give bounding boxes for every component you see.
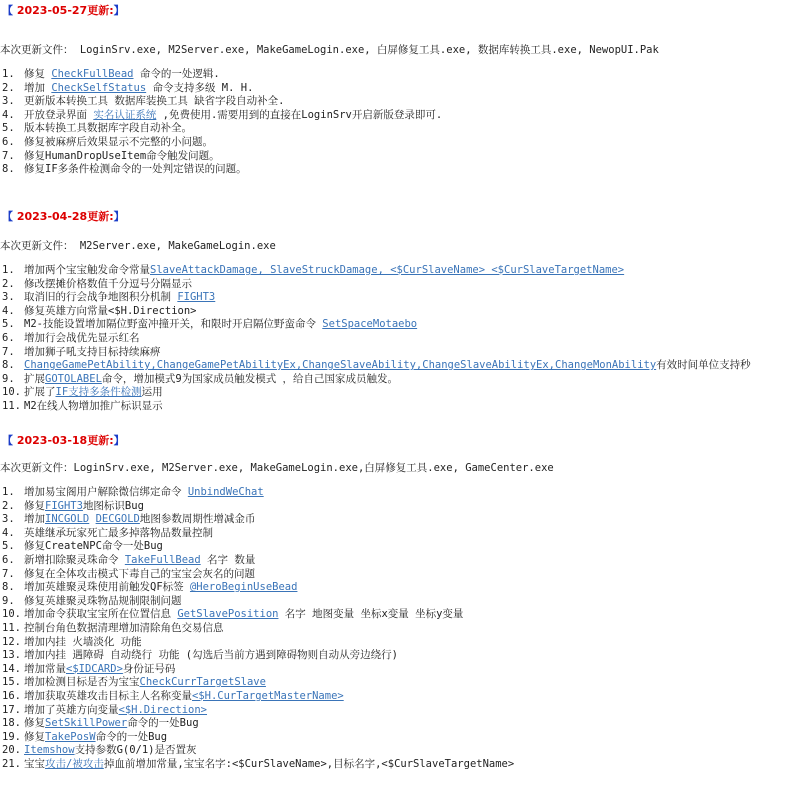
doc-link[interactable]: GetSlavePosition (177, 608, 279, 621)
item-number: 16. (2, 689, 21, 702)
item-number: 1. (2, 264, 15, 276)
doc-link[interactable]: FIGHT3 (45, 499, 83, 512)
item-text: 命令的一处逻辑. (133, 68, 220, 80)
item-number: 15. (2, 676, 21, 689)
item-text: 扩展 (24, 372, 45, 385)
list-item (0, 649, 514, 663)
item-text: 修复被麻痹后效果显示不完整的小问题。 (24, 135, 213, 148)
list-item (0, 704, 514, 718)
list-item (0, 318, 751, 332)
item-text: 名字 数量 (200, 553, 256, 566)
doc-link[interactable]: DECGOLD (95, 513, 140, 526)
item-text: 增加常量 (24, 662, 66, 675)
doc-link[interactable]: <$H.Direction> (118, 703, 208, 716)
item-text: 增加易宝阁用户解除微信绑定命令 (24, 486, 188, 498)
list-item (0, 527, 514, 541)
doc-link[interactable]: CheckFullBead (51, 68, 134, 80)
item-number: 6. (2, 553, 15, 566)
item-number: 19. (2, 730, 21, 743)
item-number: 13. (2, 649, 21, 662)
doc-link[interactable]: GOTOLABEL (45, 372, 102, 385)
list-item (0, 109, 442, 123)
item-number: 7. (2, 567, 15, 580)
section-header-2: 【 2023-04-28更新:】 (2, 210, 125, 223)
changelog-list-3 (0, 486, 514, 771)
item-text: 修复在全体攻击模式下毒自己的宝宝会灰名的问题 (24, 567, 255, 580)
item-text: 掉血前增加常量,宝宝名字:<$CurSlaveName>,目标名字,<$CurSlaveTargetName> (103, 757, 515, 770)
item-text: 名字 地图变量 坐标x变量 坐标y变量 (278, 608, 464, 621)
list-item (0, 150, 442, 164)
item-text: 增加 (24, 513, 45, 526)
item-text: 命令支持多级 M. H. (146, 81, 254, 94)
list-item (0, 163, 442, 177)
item-text: 增加两个宝宝触发命令常量 (24, 264, 150, 276)
item-text: 修复英雄方向常量<$H.Direction> (24, 304, 197, 317)
section-header-1: 【 2023-05-27更新:】 (2, 4, 125, 17)
item-number: 4. (2, 526, 15, 539)
list-item (0, 744, 514, 758)
item-number: 7. (2, 149, 15, 162)
section-header-3: 【 2023-03-18更新:】 (2, 434, 125, 447)
list-item (0, 581, 514, 595)
list-item (0, 636, 514, 650)
item-text: 增加了英雄方向变量 (24, 703, 119, 716)
doc-link[interactable]: SetSkillPower (45, 717, 128, 730)
list-item (0, 676, 514, 690)
item-number: 11. (2, 621, 21, 634)
list-item (0, 717, 514, 731)
item-text: 英雄继承玩家死亡最多掉落物品数量控制 (24, 526, 213, 539)
list-item (0, 68, 442, 82)
item-number: 2. (2, 277, 15, 290)
item-text: 地图参数周期性增减金币 (139, 513, 256, 526)
doc-link[interactable]: UnbindWeChat (187, 486, 264, 498)
list-item (0, 608, 514, 622)
doc-link[interactable]: FIGHT3 (177, 291, 216, 304)
list-item (0, 122, 442, 136)
doc-link[interactable]: TakeFullBead (124, 553, 201, 566)
doc-link[interactable]: 实名认证系统 (93, 108, 157, 121)
changelog-list-1 (0, 68, 442, 177)
list-item (0, 540, 514, 554)
list-item (0, 690, 514, 704)
item-number: 14. (2, 662, 21, 675)
list-item (0, 386, 751, 400)
doc-link[interactable]: 攻击/被攻击 (45, 757, 104, 770)
item-text: 版本转换工具数据库字段自动补全。 (24, 122, 192, 135)
doc-link[interactable]: TakePosW (45, 730, 96, 743)
doc-link[interactable]: IF支持多条件检测 (55, 386, 142, 399)
doc-link[interactable]: SlaveAttackDamage, SlaveStruckDamage, <$CurSlaveName> <$CurSlaveTargetName> (150, 264, 625, 276)
item-text: 新增扣除聚灵珠命令 (24, 553, 125, 566)
item-number: 5. (2, 122, 15, 135)
item-number: 11. (2, 399, 21, 412)
doc-link[interactable]: CheckSelfStatus (51, 81, 147, 94)
list-item (0, 291, 751, 305)
item-number: 8. (2, 359, 15, 372)
item-number: 3. (2, 291, 15, 304)
item-text: 增加 (24, 81, 52, 94)
item-text: 增加内挂 遇障碍 自动绕行 功能 (勾选后当前方遇到障碍物则自动从旁边绕行) (24, 649, 398, 662)
list-item (0, 373, 751, 387)
item-text: M2在线人物增加推广标识显示 (24, 399, 163, 412)
item-number: 4. (2, 304, 15, 317)
item-text: 修复 (24, 499, 45, 512)
list-item (0, 278, 751, 292)
item-text: 修改摆摊价格数值千分逗号分隔显示 (24, 277, 192, 290)
item-text: 有效时间单位支持秒 (656, 359, 751, 372)
item-number: 4. (2, 108, 15, 121)
item-text: 支持参数G(0/1)是否置灰 (74, 744, 197, 757)
item-number: 1. (2, 68, 15, 80)
item-number: 20. (2, 744, 21, 757)
item-text: M2-技能设置增加隔位野蛮冲撞开关，和限时开启隔位野蛮命令 (24, 318, 323, 331)
list-item (0, 136, 442, 150)
list-item (0, 305, 751, 319)
item-number: 3. (2, 513, 15, 526)
doc-link[interactable]: <$IDCARD> (66, 662, 123, 675)
doc-link[interactable]: ChangeGamePetAbility,ChangeGamePetAbilityEx,ChangeSlaveAbility,ChangeSlaveAbilityEx,ChangeMonAbility (24, 359, 657, 372)
item-number: 17. (2, 703, 21, 716)
item-text: 修复英雄聚灵珠物品规制限制问题 (24, 594, 182, 607)
list-item (0, 359, 751, 373)
item-text: 运用 (141, 386, 163, 399)
list-item (0, 513, 514, 527)
list-item (0, 264, 751, 278)
item-number: 10. (2, 386, 21, 399)
item-text: 增加内挂 火墙淡化 功能 (24, 635, 142, 648)
item-text: 修复 (24, 717, 45, 730)
item-text: 增加英雄聚灵珠使用前触发QF标签 (24, 581, 190, 594)
item-text: 控制台角色数据清理增加清除角色交易信息 (24, 621, 224, 634)
item-text: 修复 (24, 68, 52, 80)
doc-link[interactable]: <$H.CurTargetMasterName> (192, 689, 344, 702)
item-text: 修复HumanDropUseItem命令触发问题。 (24, 149, 220, 162)
item-number: 8. (2, 581, 15, 594)
item-text: 身份证号码 (122, 662, 176, 675)
item-number: 9. (2, 372, 15, 385)
item-text: 增加检测目标是否为宝宝 (24, 676, 140, 689)
item-number: 6. (2, 331, 15, 344)
doc-link[interactable]: INCGOLD (45, 513, 90, 526)
item-text: 更新版本转换工具 数据库装换工具 缺省字段自动补全. (24, 95, 285, 108)
doc-link[interactable]: @HeroBeginUseBead (189, 581, 298, 594)
item-text: 修复CreateNPC命令一处Bug (24, 540, 163, 553)
changelog-list-2 (0, 264, 751, 414)
item-number: 18. (2, 717, 21, 730)
item-number: 21. (2, 757, 21, 770)
item-number: 9. (2, 594, 15, 607)
item-text: 取消旧的行会战争地图积分机制 (24, 291, 178, 304)
list-item (0, 500, 514, 514)
item-text: 命令的一处Bug (127, 717, 199, 730)
list-item (0, 758, 514, 772)
item-text: 扩展了 (24, 386, 56, 399)
item-number: 10. (2, 608, 21, 621)
item-text: 宝宝 (24, 757, 45, 770)
list-item (0, 400, 751, 414)
item-number: 12. (2, 635, 21, 648)
list-item (0, 82, 442, 96)
item-number: 5. (2, 540, 15, 553)
item-text: ,免费使用.需要用到的直接在LoginSrv开启新版登录即可. (156, 108, 443, 121)
item-number: 2. (2, 499, 15, 512)
item-number: 3. (2, 95, 15, 108)
item-text: 修复 (24, 730, 45, 743)
doc-link[interactable]: CheckCurrTargetSlave (139, 676, 266, 689)
list-item (0, 332, 751, 346)
updated-files-3: 本次更新文件：LoginSrv.exe, M2Server.exe, MakeGameLogin.exe,白屏修复工具.exe, GameCenter.exe (0, 462, 554, 474)
list-item (0, 731, 514, 745)
item-number: 1. (2, 486, 15, 498)
doc-link[interactable]: Itemshow (24, 744, 75, 757)
list-item (0, 554, 514, 568)
item-number: 2. (2, 81, 15, 94)
item-number: 6. (2, 135, 15, 148)
list-item (0, 622, 514, 636)
list-item (0, 663, 514, 677)
item-text: 命令，增加模式9为国家成员触发模式 ，给自己国家成员触发。 (101, 372, 399, 385)
item-text: 修复IF多条件检测命令的一处判定错误的问题。 (24, 163, 247, 176)
item-number: 7. (2, 345, 15, 358)
list-item (0, 95, 442, 109)
item-number: 5. (2, 318, 15, 331)
list-item (0, 486, 514, 500)
list-item (0, 568, 514, 582)
updated-files-2: 本次更新文件： M2Server.exe, MakeGameLogin.exe (0, 240, 276, 252)
updated-files-1: 本次更新文件： LoginSrv.exe, M2Server.exe, MakeGameLogin.exe, 白屏修复工具.exe, 数据库转换工具.exe, NewopUI.Pak (0, 44, 659, 56)
item-text: 增加命令获取宝宝所在位置信息 (24, 608, 178, 621)
item-text: 地图标识Bug (82, 499, 144, 512)
doc-link[interactable]: SetSpaceMotaebo (322, 318, 418, 331)
item-text: 增加行会战优先显示红名 (24, 331, 140, 344)
item-number: 8. (2, 163, 15, 176)
item-text: 命令的一处Bug (95, 730, 168, 743)
item-text: 增加狮子吼支持目标持续麻痹 (24, 345, 161, 358)
item-text: 开放登录界面 (24, 108, 94, 121)
item-text: 增加获取英雄攻击目标主人名称变量 (24, 689, 192, 702)
list-item (0, 346, 751, 360)
list-item (0, 595, 514, 609)
